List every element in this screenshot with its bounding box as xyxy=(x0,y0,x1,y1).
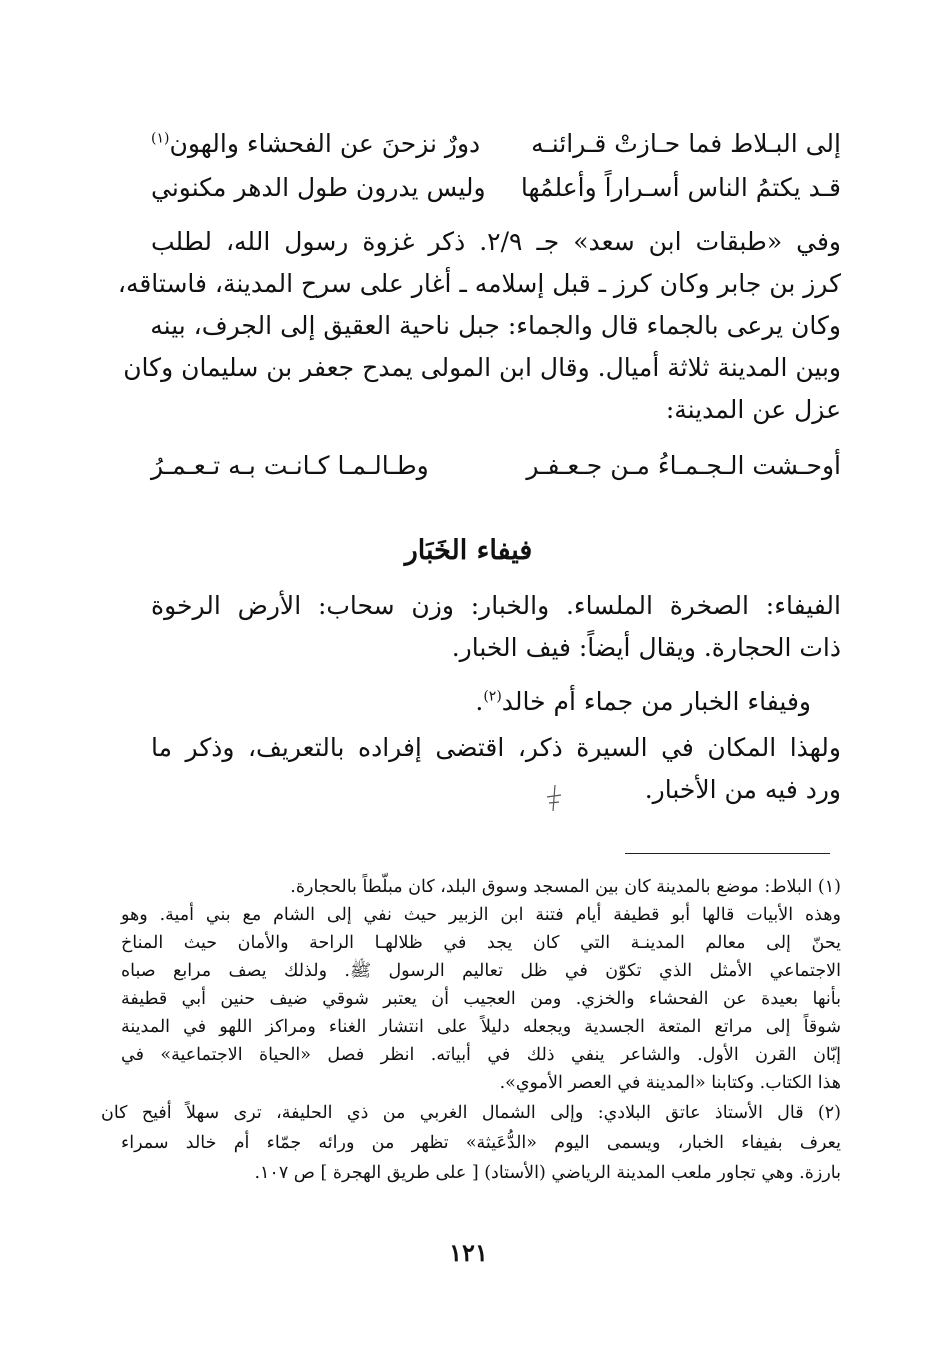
verse-1-second-text: دورٌ نزحنَ عن الفحشاء والهون xyxy=(169,129,481,158)
para3-text: وفيفاء الخبار من جماء أم خالد xyxy=(501,687,811,716)
verse-3-first-hemistich: أوحـشت الـجـمـاءُ مـن جـعـفـر xyxy=(526,451,841,480)
para3-line: وفيفاء الخبار من جماء أم خالد$^{(٢)}$. xyxy=(475,687,811,716)
footnote-1-line-8: هذا الكتاب. وكتابنا «المدينة في العصر الأموي». xyxy=(499,1073,841,1093)
footnote-separator xyxy=(625,853,830,854)
footnote-1-line-3: يحنّ إلى معالم المدينـة التي كان يجد في ظلالهـا الراحة والأمان حيث المناخ xyxy=(121,933,841,953)
footnote-1-line-1: (١) البلاط: موضع بالمدينة كان بين المسجد وسوق البلد، كان مبلّطاً بالحجارة. xyxy=(290,877,841,897)
verse-line-3 xyxy=(151,450,841,482)
verse-3-second-hemistich: وطـالـمـا كـانـت بـه تـعـمـرُ xyxy=(151,451,429,480)
verse-1-first-hemistich: إلى البـلاط فما حـازتْ قـرائنـه xyxy=(531,129,841,158)
para2-line-1: الفيفاء: الصخرة الملساء. والخبار: وزن سحاب: الأرض الرخوة xyxy=(151,591,841,620)
footnote-ref-1: (١) xyxy=(151,130,170,147)
para1-line-1: وفي «طبقات ابن سعد» جـ ٢/٩. ذكر غزوة رسول الله، لطلب xyxy=(151,227,841,256)
footnote-2-line-1: (٢) قال الأستاذ عاتق البلادي: وإلى الشمال الغربي من ذي الحليفة، ترى سهلاً أفيح كان xyxy=(101,1103,841,1123)
verse-1-second-hemistich xyxy=(151,128,480,160)
footnote-ref-2: (٢) xyxy=(483,688,502,705)
verse-line-2 xyxy=(151,172,841,204)
section-heading: فيفاء الخَبَار xyxy=(404,535,533,566)
para4-line-2: ورد فيه من الأخبار. xyxy=(644,775,841,804)
footnote-1-line-4: الاجتماعي الأمثل الذي تكوّن في ظل تعاليم الرسول ﷺ. ولذلك يصف مرابع صباه xyxy=(121,961,841,981)
page-number: ١٢١ xyxy=(449,1238,488,1267)
verse-2-second-hemistich: وليس يدرون طول الدهر مكنوني xyxy=(151,173,486,202)
margin-mark-icon xyxy=(543,783,563,813)
para1-line-2: كرز بن جابر وكان كرز ـ قبل إسلامه ـ أغار على سرح المدينة، فاستاقه، xyxy=(117,269,841,298)
para1-line-5: عزل عن المدينة: xyxy=(665,395,841,424)
footnote-1-line-5: بأنها بعيدة عن الفحشاء والخزي. ومن العجيب أن يعتبر شوقي ضيف حنين أبي قطيفة xyxy=(121,989,841,1009)
footnote-1-line-6: شوقاً إلى مراتع المتعة الجسدية ويجعله دليلاً على انتشار الغناء ومراكز اللهو في المدينة xyxy=(121,1017,841,1037)
para1-line-4: وبين المدينة ثلاثة أميال. وقال ابن المولى يمدح جعفر بن سليمان وكان xyxy=(123,353,841,382)
footnote-1-line-7: إبّان القرن الأول. والشاعر ينفي ذلك في أبياته. انظر فصل «الحياة الاجتماعية» في xyxy=(121,1045,841,1065)
footnote-2-line-2: يعرف بفيفاء الخبار، ويسمى اليوم «الدُّعَيثة» تظهر من ورائه جمّاء أم خالد سمراء xyxy=(121,1133,841,1153)
verse-2-first-hemistich: قـد يكتمُ الناس أسـراراً وأعلمُها xyxy=(520,173,841,202)
para4-line-1: ولهذا المكان في السيرة ذكر، اقتضى إفراده بالتعريف، وذكر ما xyxy=(151,733,841,762)
para1-line-3: وكان يرعى بالجماء قال والجماء: جبل ناحية العقيق إلى الجرف، بينه xyxy=(150,311,841,340)
verse-line-1 xyxy=(151,128,841,160)
footnote-2-line-3: بارزة. وهي تجاور ملعب المدينة الرياضي (الأستاد) [ على طريق الهجرة ] ص ١٠٧. xyxy=(254,1163,841,1183)
footnote-1-line-2: وهذه الأبيات قالها أبو قطيفة أيام فتنة ابن الزبير حيث نفي إلى الشام مع بني أمية. وهو xyxy=(121,905,841,925)
para2-line-2: ذات الحجارة. ويقال أيضاً: فيف الخبار. xyxy=(451,633,841,662)
